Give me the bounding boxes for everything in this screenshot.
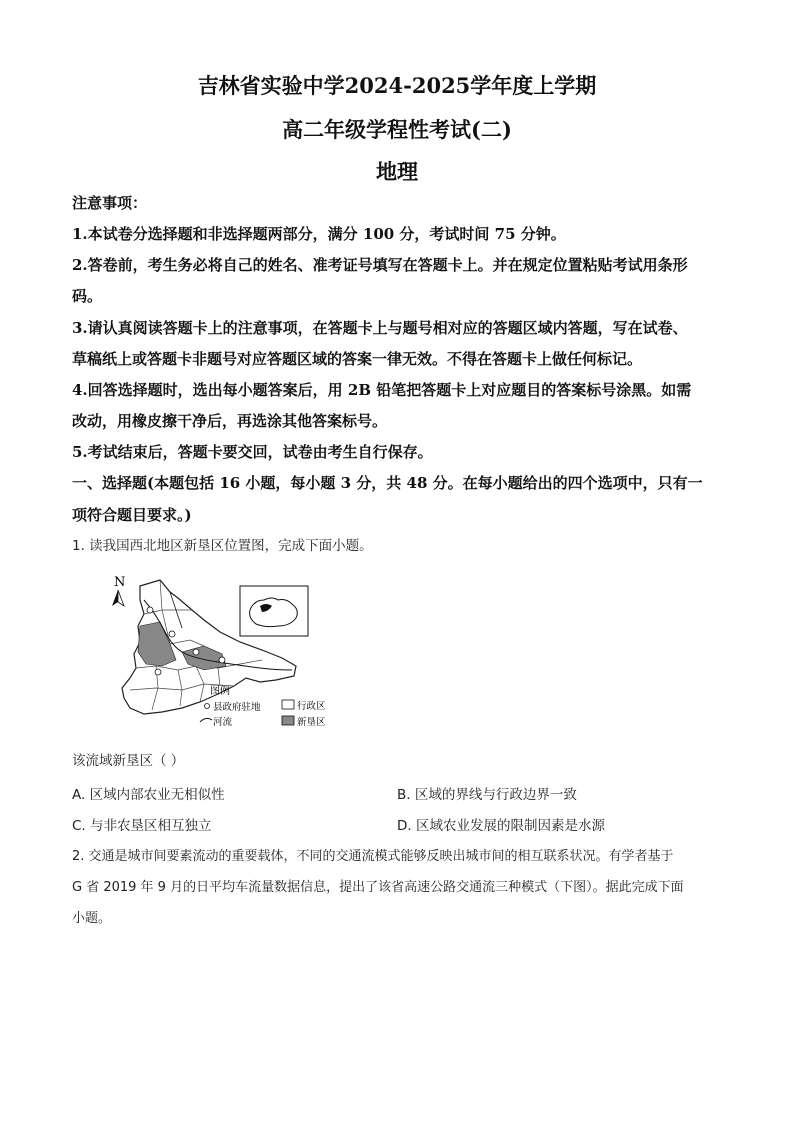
notes-line: 2.答卷前，考生务必将自己的姓名、准考证号填写在答题卡上。并在规定位置粘贴考试用条形	[72, 256, 688, 274]
question-2-stem: 小题。	[72, 911, 112, 926]
option-a[interactable]: A. 区域内部农业无相似性	[72, 787, 225, 803]
county-seat-icon	[219, 657, 225, 663]
exam-subject: 地理	[376, 159, 418, 184]
option-b[interactable]: B. 区域的界线与行政边界一致	[397, 787, 577, 803]
notes-line: 码。	[72, 287, 103, 305]
notes-heading: 注意事项：	[72, 194, 148, 212]
exam-title-school: 吉林省实验中学2024-2025学年度上学期	[197, 73, 597, 98]
inset-china-outline	[250, 598, 298, 627]
legend-county: 县政府驻地	[213, 702, 261, 713]
notes-line: 5.考试结束后，答题卡要交回，试卷由考生自行保存。	[72, 443, 433, 461]
legend-admin: 行政区	[297, 701, 326, 712]
county-seat-icon	[193, 649, 199, 655]
legend-river: 河流	[213, 717, 233, 728]
north-label: N	[114, 575, 126, 590]
notes-line: 改动，用橡皮擦干净后，再选涂其他答案标号。	[72, 412, 388, 430]
option-d[interactable]: D. 区域农业发展的限制因素是水源	[397, 818, 605, 834]
section-heading: 一、选择题(本题包括 16 小题，每小题 3 分，共 48 分。在每小题给出的四个选项中，只有一	[72, 474, 703, 492]
question-2-stem: 2. 交通是城市间要素流动的重要载体，不同的交通流模式能够反映出城市间的相互联系状况。有学者基于	[72, 849, 674, 864]
notes-line: 1.本试卷分选择题和非选择题两部分，满分 100 分，考试时间 75 分钟。	[72, 225, 566, 243]
legend-title: 图例	[210, 686, 230, 697]
county-seat-icon	[169, 631, 175, 637]
notes-line: 草稿纸上或答题卡非题号对应答题区域的答案一律无效。不得在答题卡上做任何标记。	[72, 350, 643, 368]
north-arrow-icon	[112, 590, 118, 606]
region-map	[100, 570, 345, 740]
county-seat-icon	[155, 669, 161, 675]
county-seat-icon	[147, 607, 153, 613]
legend-newland: 新垦区	[297, 717, 326, 728]
option-c[interactable]: C. 与非农垦区相互独立	[72, 818, 212, 834]
question-1-sub: 该流域新垦区（ ）	[72, 753, 185, 769]
notes-line: 4.回答选择题时，选出每小题答案后，用 2B 铅笔把答题卡上对应题目的答案标号涂黑。如需	[72, 381, 692, 399]
question-1-stem: 1. 读我国西北地区新垦区位置图，完成下面小题。	[72, 538, 373, 554]
section-heading-cont: 项符合题目要求。)	[72, 506, 192, 524]
question-2-stem: G 省 2019 年 9 月的日平均车流量数据信息，提出了该省高速公路交通流三种模式（下图）。据此完成下面	[72, 880, 684, 895]
notes-line: 3.请认真阅读答题卡上的注意事项，在答题卡上与题号相对应的答题区域内答题，写在试卷、	[72, 319, 688, 337]
exam-title-name: 高二年级学程性考试(二)	[282, 117, 512, 142]
